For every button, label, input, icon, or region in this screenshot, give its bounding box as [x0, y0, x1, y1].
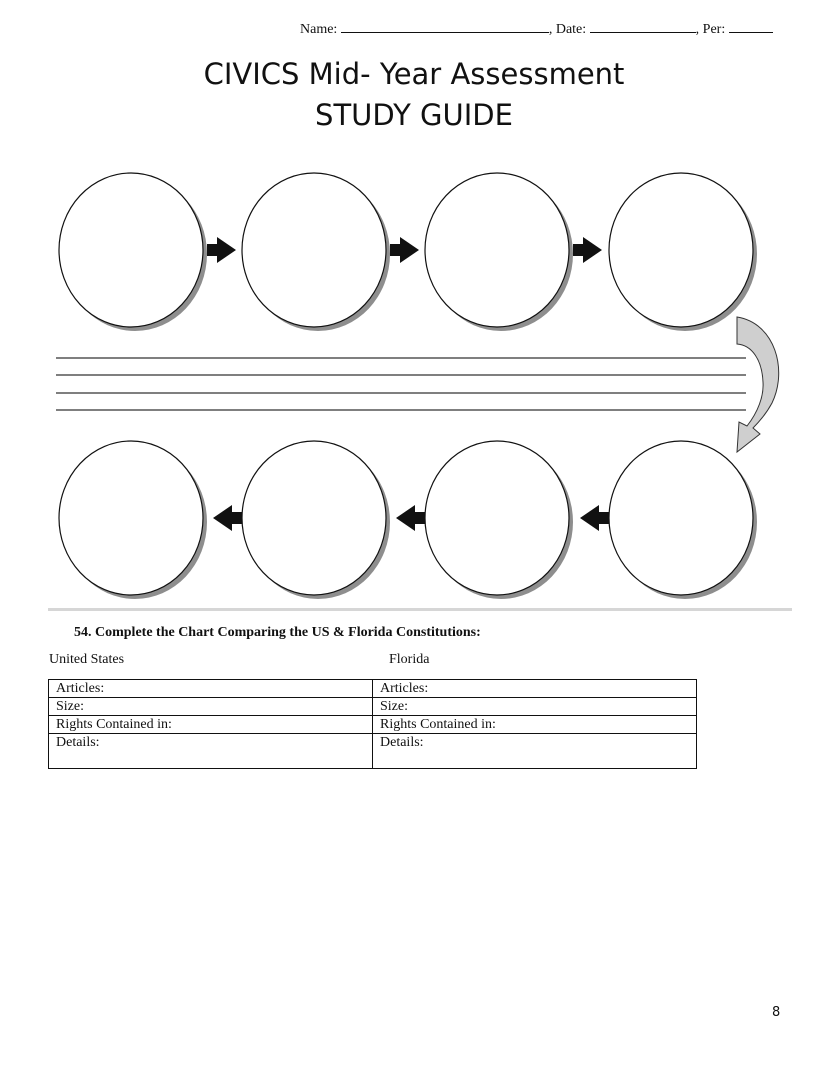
- page-title: CIVICS Mid- Year Assessment: [203, 57, 625, 91]
- table-row: [49, 716, 697, 734]
- per-label: , Per:: [695, 22, 729, 37]
- table-row: [49, 698, 697, 716]
- circle-6[interactable]: [425, 441, 573, 599]
- circle-1[interactable]: [59, 173, 207, 331]
- table-row: [49, 680, 697, 698]
- per-blank[interactable]: [729, 20, 773, 33]
- florida-column-heading: Florida: [389, 652, 430, 667]
- arrow-right-icon: [207, 237, 236, 263]
- writing-lines[interactable]: [56, 358, 746, 410]
- arrow-left-icon: [396, 505, 425, 531]
- circle-3[interactable]: [425, 173, 573, 331]
- us-column-heading: United States: [49, 652, 125, 667]
- fl-rights-cell[interactable]: Rights Contained in:: [373, 716, 697, 734]
- name-blank[interactable]: [341, 20, 549, 33]
- circle-8[interactable]: [59, 441, 207, 599]
- arrow-left-icon: [580, 505, 609, 531]
- circle-7[interactable]: [242, 441, 390, 599]
- question-54: 54. Complete the Chart Comparing the US & Florida Constitutions:: [74, 625, 481, 640]
- circle-4[interactable]: [609, 173, 757, 331]
- u-turn-arrow-icon: [737, 317, 779, 452]
- us-rights-cell[interactable]: Rights Contained in:: [49, 716, 373, 734]
- table-row: [49, 734, 697, 769]
- sequence-diagram: [0, 160, 828, 610]
- page-subtitle: STUDY GUIDE: [315, 98, 513, 132]
- circle-2[interactable]: [242, 173, 390, 331]
- fl-articles-cell[interactable]: Articles:: [373, 680, 697, 698]
- circle-5[interactable]: [609, 441, 757, 599]
- header-name-date-per: [300, 20, 773, 38]
- arrow-left-icon: [213, 505, 242, 531]
- section-divider: [48, 608, 792, 611]
- page-number: 8: [772, 1005, 781, 1020]
- constitution-comparison-table: [48, 679, 697, 769]
- us-size-cell[interactable]: Size:: [49, 698, 373, 716]
- us-details-cell[interactable]: Details:: [49, 734, 373, 769]
- fl-details-cell[interactable]: Details:: [373, 734, 697, 769]
- date-label: , Date:: [548, 22, 590, 37]
- name-label: Name:: [300, 22, 341, 37]
- arrow-right-icon: [573, 237, 602, 263]
- us-articles-cell[interactable]: Articles:: [49, 680, 373, 698]
- fl-size-cell[interactable]: Size:: [373, 698, 697, 716]
- arrow-right-icon: [390, 237, 419, 263]
- date-blank[interactable]: [590, 20, 696, 33]
